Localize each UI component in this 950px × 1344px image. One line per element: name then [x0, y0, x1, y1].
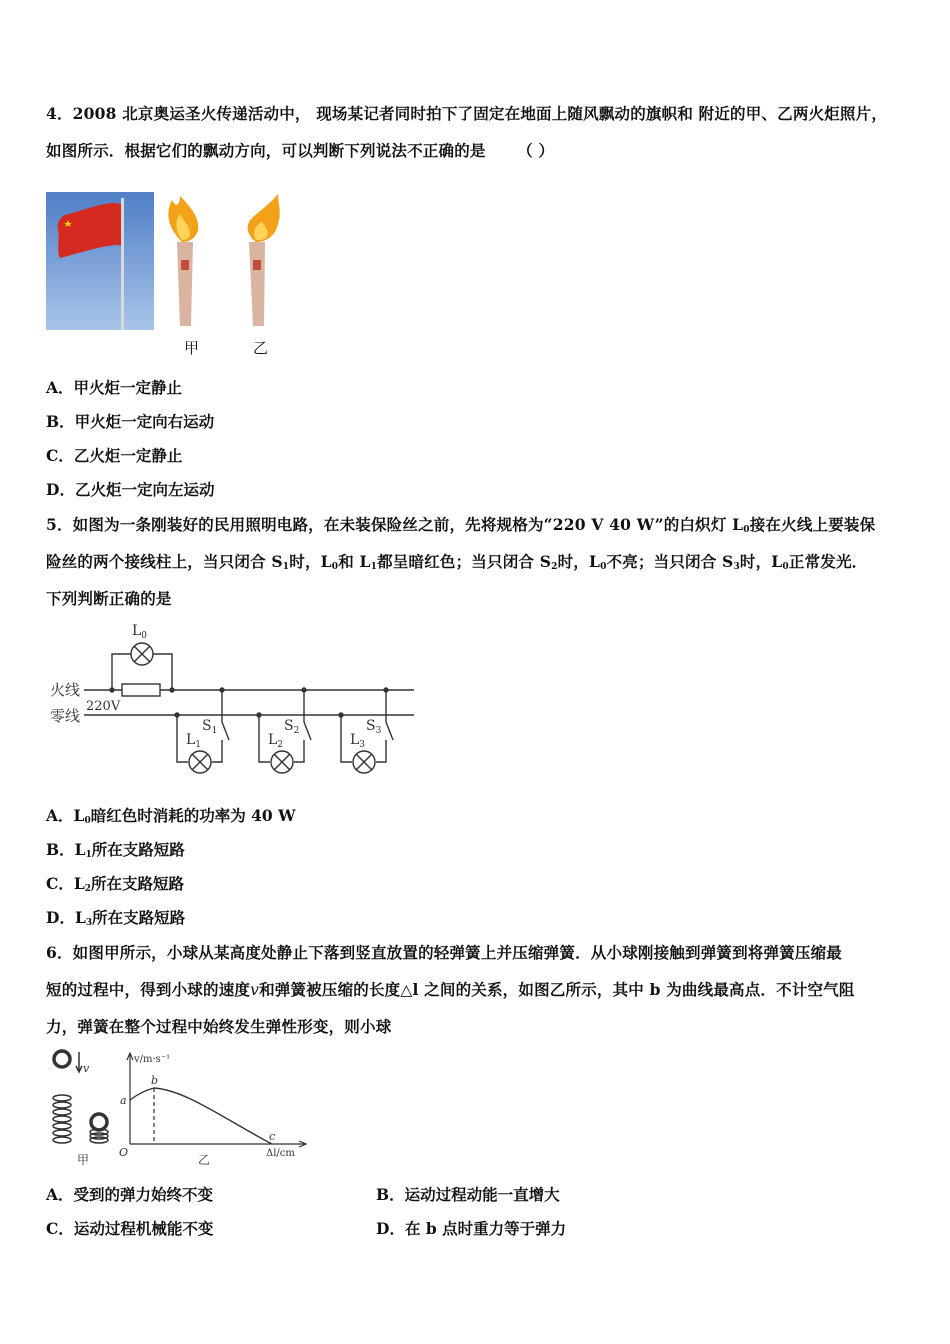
- q5-stem-line1: 5．如图为一条刚装好的民用照明电路，在未装保险丝之前，先将规格为“220 V 40 W”的白炽灯 $L_0$接在火线上要装保: [46, 515, 876, 535]
- q4-option-a[interactable]: A．甲火炬一定静止: [46, 378, 183, 397]
- q6-option-c[interactable]: C．运动过程机械能不变: [46, 1219, 214, 1238]
- flagpole: [121, 198, 124, 330]
- q6-option-a[interactable]: A．受到的弹力始终不变: [46, 1185, 214, 1204]
- switch-s3-label: $S_3$: [366, 718, 382, 736]
- q6-option-d[interactable]: D．在 b 点时重力等于弹力: [376, 1219, 567, 1238]
- q6-stem-line2: 短的过程中，得到小球的速度v和弹簧被压缩的长度△l 之间的关系，如图乙所示，其中 b 为曲线最高点．不计空气阻: [46, 980, 855, 999]
- torch-yi-label: 乙: [253, 339, 269, 357]
- figure-jia-label: 甲: [77, 1153, 90, 1167]
- torch-jia: [160, 190, 210, 330]
- x-axis-label: Δl/cm: [266, 1148, 295, 1159]
- circuit-diagram: [46, 618, 418, 780]
- switch-s3[interactable]: [386, 722, 393, 740]
- lamp-l3-label: $L_3$: [350, 732, 366, 750]
- ball: [54, 1051, 70, 1067]
- fire-line-label: 火线: [50, 681, 81, 699]
- q5-option-c[interactable]: C．$L_2$所在支路短路: [46, 874, 185, 894]
- torch-yi: [238, 190, 288, 330]
- ball-spring-figure: [46, 1046, 116, 1168]
- switch-s1-label: $S_1$: [202, 718, 218, 736]
- compressed-spring-with-ball: [90, 1114, 108, 1143]
- point-b-label: b: [151, 1074, 159, 1087]
- q6-stem-line1: 6．如图甲所示，小球从某高度处静止下落到竖直放置的轻弹簧上并压缩弹簧．从小球刚接触到弹簧到将弹簧压缩最: [46, 943, 842, 962]
- velocity-compression-graph: [116, 1050, 312, 1168]
- velocity-curve: [130, 1088, 272, 1144]
- lamp-l2-label: $L_2$: [268, 732, 284, 750]
- lamp-l0-label: $L_0$: [132, 623, 148, 641]
- zero-line-label: 零线: [50, 707, 81, 725]
- q6-stem-line3: 力，弹簧在整个过程中始终发生弹性形变，则小球: [46, 1017, 392, 1036]
- q4-option-c[interactable]: C．乙火炬一定静止: [46, 446, 183, 465]
- q4-stem-line1: 4．2008 北京奥运圣火传递活动中， 现场某记者同时拍下了固定在地面上随风飘动的旗帜和 附近的甲、乙两火炬照片，: [46, 104, 888, 123]
- branch-1: [175, 688, 229, 773]
- q5-option-a[interactable]: A．$L_0$暗红色时消耗的功率为 40 W: [46, 806, 296, 826]
- torch-jia-label: 甲: [184, 339, 200, 357]
- switch-s1[interactable]: [222, 722, 229, 740]
- figure-yi-label: 乙: [198, 1153, 211, 1167]
- spring: [53, 1095, 71, 1143]
- torch-yi-body: [249, 242, 265, 326]
- origin-label: O: [119, 1146, 129, 1159]
- q5-option-d[interactable]: D．$L_3$所在支路短路: [46, 908, 186, 928]
- voltage-label: 220V: [86, 699, 121, 714]
- q4-option-d[interactable]: D．乙火炬一定向左运动: [46, 480, 215, 499]
- q5-stem-line3: 下列判断正确的是: [46, 589, 172, 608]
- point-a-label: a: [120, 1094, 127, 1107]
- q4-answer-bracket: （ ）: [517, 141, 555, 160]
- switch-s2-label: $S_2$: [284, 718, 300, 736]
- y-axis-label: v/m·s⁻¹: [134, 1054, 171, 1065]
- q4-stem-line2: [46, 139, 554, 161]
- torch-jia-body: [177, 242, 193, 326]
- q6-option-b[interactable]: B．运动过程动能一直增大: [376, 1185, 560, 1204]
- q4-option-b[interactable]: B．甲火炬一定向右运动: [46, 412, 215, 431]
- q5-stem-line2: 险丝的两个接线柱上，当只闭合 $S_1$时，$L_0$和 $L_1$都呈暗红色；当只闭合 $S_2$时，$L_0$不亮；当只闭合 $S_3$时，$L_0$正常发光．: [46, 552, 868, 572]
- branch-3: [339, 688, 393, 773]
- switch-s2[interactable]: [304, 722, 311, 740]
- fuse-resistor: [122, 684, 160, 696]
- lamp-l1-label: $L_1$: [186, 732, 202, 750]
- q4-stem-text: 如图所示．根据它们的飘动方向，可以判断下列说法不正确的是: [46, 141, 486, 160]
- svg-text:v: v: [83, 1062, 90, 1075]
- branch-2: [257, 688, 311, 773]
- flag-photo: [46, 192, 154, 330]
- point-c-label: c: [269, 1130, 276, 1143]
- q5-option-b[interactable]: B．$L_1$所在支路短路: [46, 840, 185, 860]
